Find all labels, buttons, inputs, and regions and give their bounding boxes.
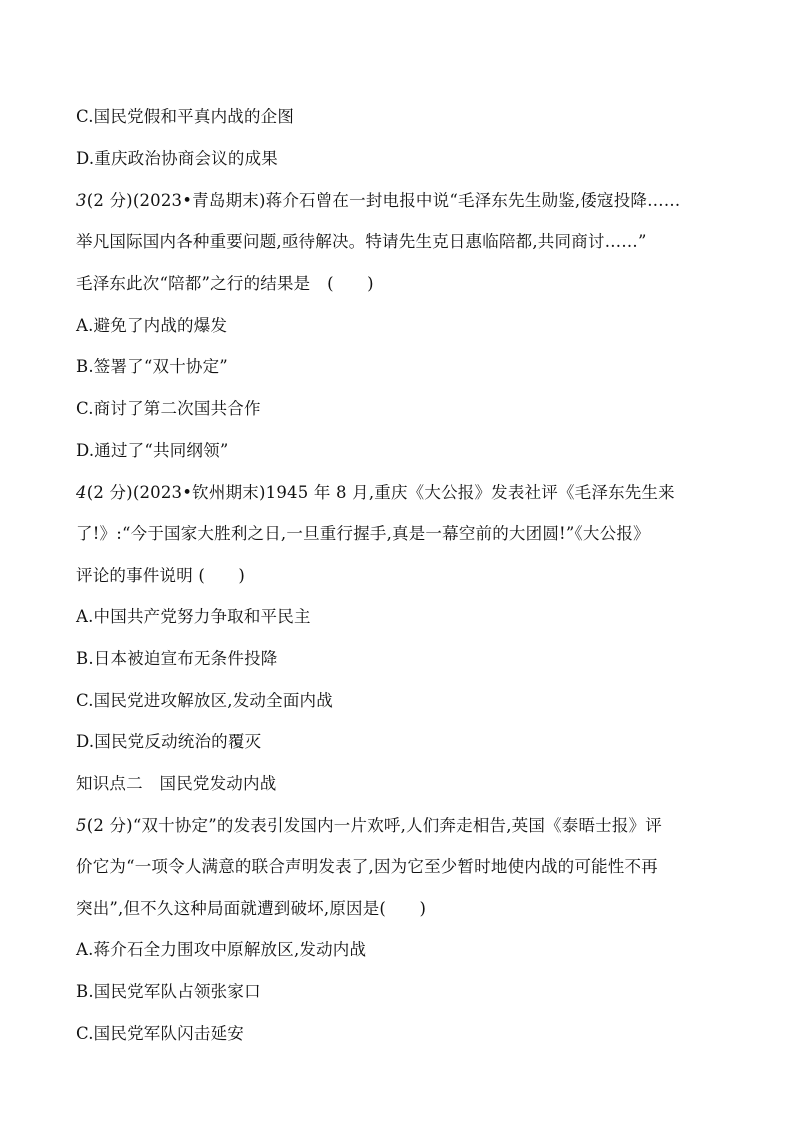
- q5-stem-line-3: 突出”,但不久这种局面就遭到破坏,原因是( ): [76, 899, 427, 918]
- q3-option-c: C.商讨了第二次国共合作: [76, 399, 261, 418]
- q5-option-b: B.国民党军队占领张家口: [76, 982, 261, 1001]
- q3-stem-line-3: 毛泽东此次“陪都”之行的结果是 ( ): [76, 274, 374, 293]
- q5-stem-line-2: 价它为“一项令人满意的联合声明发表了,因为它至少暂时地使内战的可能性不再: [76, 857, 658, 876]
- q5-option-c: C.国民党军队闪击延安: [76, 1024, 244, 1043]
- q4-option-a: A.中国共产党努力争取和平民主: [76, 607, 311, 626]
- q3-number: 3: [76, 191, 87, 210]
- q3-option-d: D.通过了“共同纲领”: [76, 441, 229, 460]
- q4-option-b: B.日本被迫宣布无条件投降: [76, 649, 278, 668]
- q3-stem-line-1: [76, 190, 726, 212]
- q2-option-c: C.国民党假和平真内战的企图: [76, 107, 295, 126]
- q4-stem-line-3: 评论的事件说明 ( ): [76, 566, 246, 585]
- q5-option-a: A.蒋介石全力围攻中原解放区,发动内战: [76, 940, 367, 959]
- q3-stem-line-2: 举凡国际国内各种重要问题,亟待解决。特请先生克日惠临陪都,共同商讨……”: [76, 232, 647, 251]
- section-heading: 知识点二 国民党发动内战: [76, 774, 277, 793]
- q3-option-a: A.避免了内战的爆发: [76, 316, 228, 335]
- q5-number: 5: [76, 816, 87, 835]
- q4-stem-text-1: (2 分)(2023•钦州期末)1945 年 8 月,重庆《大公报》发表社评《毛泽东先生来: [86, 483, 675, 502]
- q4-stem-line-1: [76, 482, 726, 504]
- q4-stem-line-2: 了!》:“今于国家大胜利之日,一旦重行握手,真是一幕空前的大团圆!”《大公报》: [76, 524, 650, 543]
- q2-option-d: D.重庆政治协商会议的成果: [76, 149, 278, 168]
- q3-option-b: B.签署了“双十协定”: [76, 357, 228, 376]
- q4-option-c: C.国民党进攻解放区,发动全面内战: [76, 691, 333, 710]
- q4-number: 4: [76, 483, 87, 502]
- q5-stem-text-1: (2 分)“双十协定”的发表引发国内一片欢呼,人们奔走相告,英国《泰晤士报》评: [86, 816, 662, 835]
- q3-stem-text-1: (2 分)(2023•青岛期末)蒋介石曾在一封电报中说“毛泽东先生勋鉴,倭寇投降……: [86, 191, 681, 210]
- q4-option-d: D.国民党反动统治的覆灭: [76, 732, 262, 751]
- q5-stem-line-1: [76, 815, 726, 837]
